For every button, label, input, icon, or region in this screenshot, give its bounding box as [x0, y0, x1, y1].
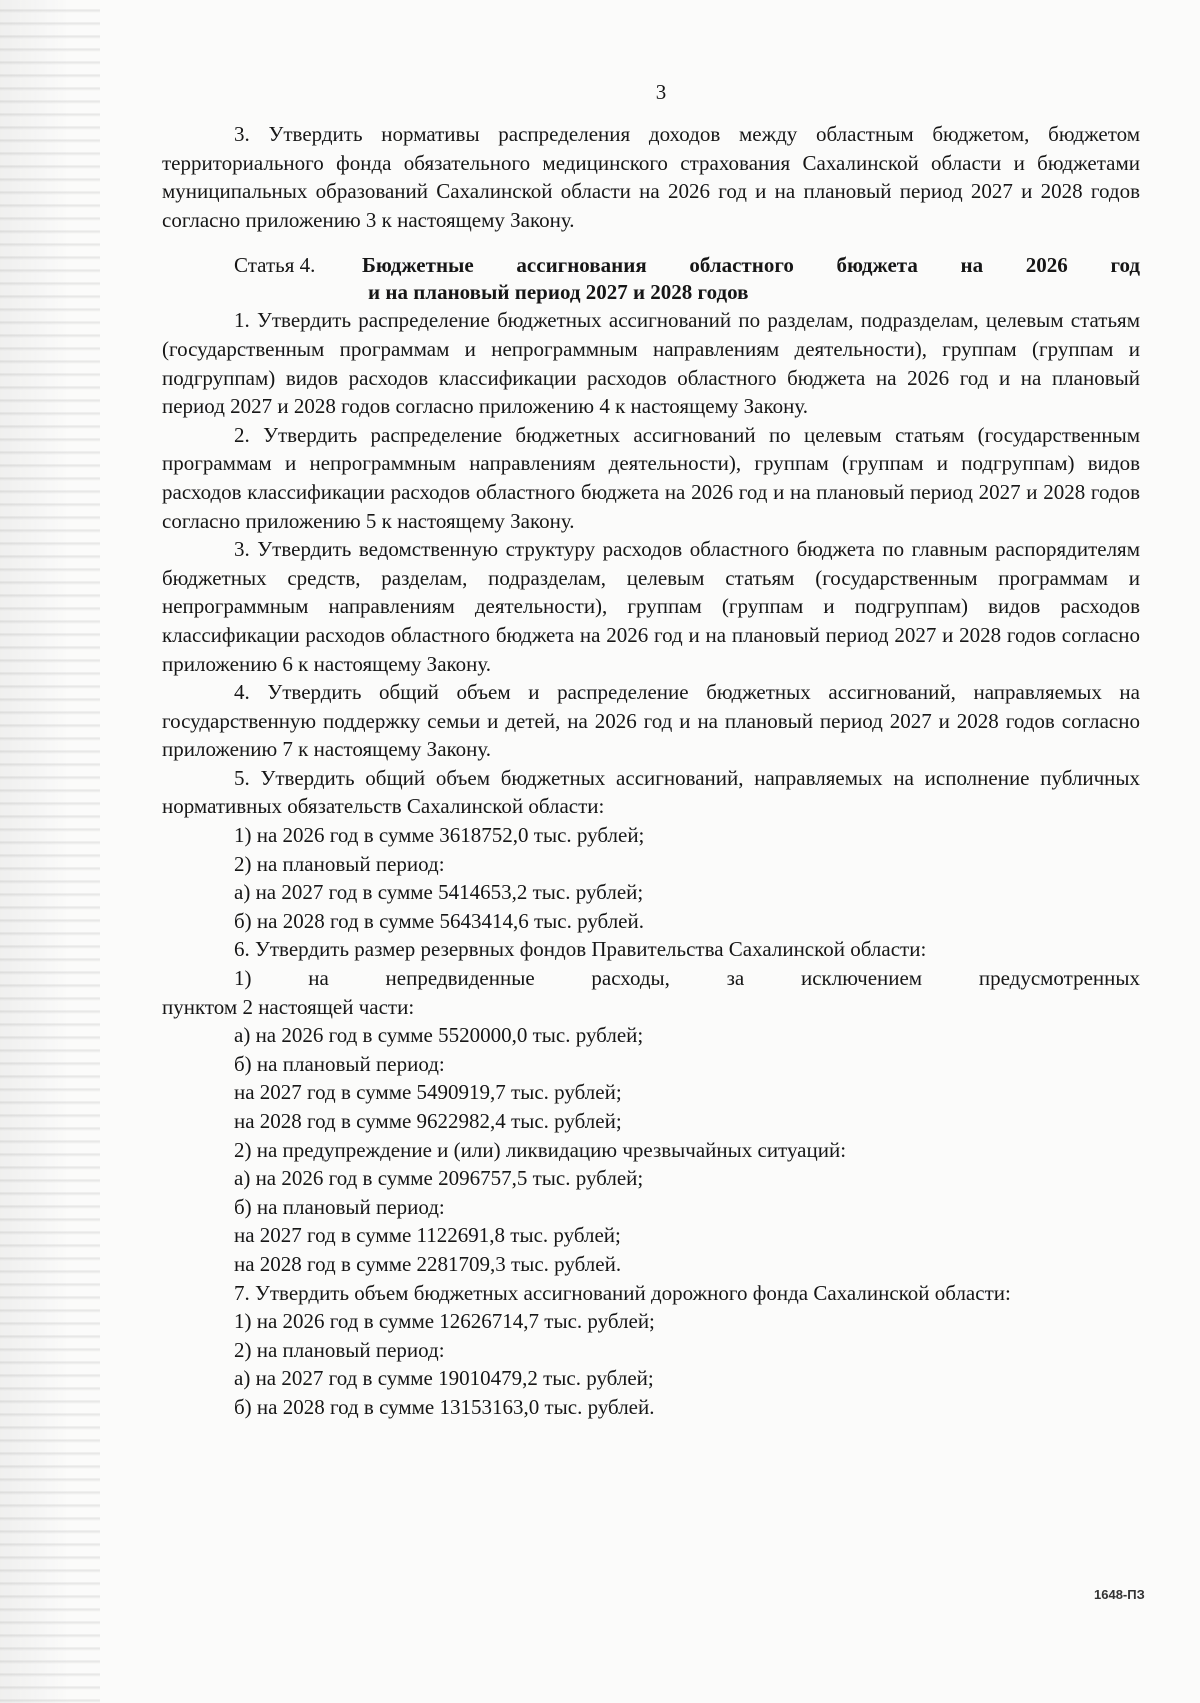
list-item: б) на 2028 год в сумме 5643414,6 тыс. рублей. — [234, 908, 644, 933]
list-item: б) на плановый период: — [234, 1051, 445, 1076]
item-6-sub-1-line-2: пунктом 2 настоящей части: — [162, 994, 415, 1019]
item-6-sub-1-line-1: 1) на непредвиденные расходы, за исключением предусмотренных — [234, 966, 1140, 991]
list-item: на 2028 год в сумме 9622982,4 тыс. рублей; — [234, 1109, 622, 1133]
article-4-item-7: 7. Утвердить объем бюджетных ассигнований дорожного фонда Сахалинской области: — [234, 1280, 1011, 1305]
list-item: а) на 2027 год в сумме 19010479,2 тыс. рублей; — [234, 1366, 654, 1391]
article-4-item-6: 6. Утвердить размер резервных фондов Правительства Сахалинской области: — [234, 937, 927, 962]
page-number: 3 — [655, 80, 667, 104]
list-item: на 2027 год в сумме 5490919,7 тыс. рублей; — [234, 1080, 622, 1105]
article-label: Статья 4. — [234, 253, 316, 278]
list-item: б) на плановый период: — [234, 1194, 445, 1219]
document-code: 1648-ПЗ — [1094, 1587, 1145, 1602]
article-4-item-5: 5. Утвердить общий объем бюджетных ассигнований, направляемых на исполнение публичных нормативных обязательств Сахалинской области: — [162, 765, 1140, 819]
paragraph-3: 3. Утвердить нормативы распределения доходов между областным бюджетом, бюджетом территориального фонда обязательного медицинского страхования Сахалинской области и бюджетами муниципальных образований Сахалинской области на 2026 год и на плановый период 2027 и 2028 годов согласно приложению 3 к настоящему Закону. — [162, 122, 1140, 232]
list-item: 2) на плановый период: — [234, 1337, 445, 1362]
item-6-sub-2: 2) на предупреждение и (или) ликвидацию чрезвычайных ситуаций: — [234, 1137, 847, 1162]
article-4-item-3: 3. Утвердить ведомственную структуру расходов областного бюджета по главным распорядителям бюджетных средств, разделам, подразделам, целевым статьям (государственным программам и непрограммным направлениям деятельности), группам (группам и подгруппам) видов расходов классификации расходов областного бюджета на 2026 год и на плановый период 2027 и 2028 годов согласно приложению 6 к настоящему Закону. — [162, 537, 1140, 676]
article-4-item-4: 4. Утвердить общий объем и распределение бюджетных ассигнований, направляемых на государственную поддержку семьи и детей, на 2026 год и на плановый период 2027 и 2028 годов согласно приложению 7 к настоящему Закону. — [162, 680, 1140, 762]
article-4-item-2: 2. Утвердить распределение бюджетных ассигнований по целевым статьям (государственным программам и непрограммным направлениям деятельности), группам (группам и подгруппам) видов расходов классификации расходов областного бюджета на 2026 год и на плановый период 2027 и 2028 годов согласно приложению 5 к настоящему Закону. — [162, 422, 1140, 533]
scan-edge-noise — [0, 0, 100, 1703]
article-4-heading — [162, 252, 1140, 306]
list-item: 2) на плановый период: — [234, 851, 445, 876]
list-item: на 2028 год в сумме 2281709,3 тыс. рублей. — [234, 1251, 622, 1276]
list-item: б) на 2028 год в сумме 13153163,0 тыс. рублей. — [234, 1394, 655, 1419]
list-item: 1) на 2026 год в сумме 12626714,7 тыс. рублей; — [234, 1309, 655, 1334]
article-4-item-1: 1. Утвердить распределение бюджетных ассигнований по разделам, подразделам, целевым статьям (государственным программам и непрограммным направлениям деятельности), группам (группам и подгруппам) видов расходов классификации расходов областного бюджета на 2026 год и на плановый период 2027 и 2028 годов согласно приложению 4 к настоящему Закону. — [162, 308, 1140, 419]
list-item: 1) на 2026 год в сумме 3618752,0 тыс. рублей; — [234, 823, 645, 848]
list-item: а) на 2027 год в сумме 5414653,2 тыс. рублей; — [234, 880, 644, 905]
list-item: а) на 2026 год в сумме 2096757,5 тыс. рублей; — [234, 1166, 644, 1191]
list-item: на 2027 год в сумме 1122691,8 тыс. рублей; — [234, 1223, 621, 1248]
document-page — [162, 80, 1140, 1422]
article-title-line-2: и на плановый период 2027 и 2028 годов — [368, 280, 749, 305]
article-title-line-1: Бюджетные ассигнования областного бюджета на 2026 год — [362, 253, 1140, 278]
list-item: а) на 2026 год в сумме 5520000,0 тыс. рублей; — [234, 1023, 644, 1048]
